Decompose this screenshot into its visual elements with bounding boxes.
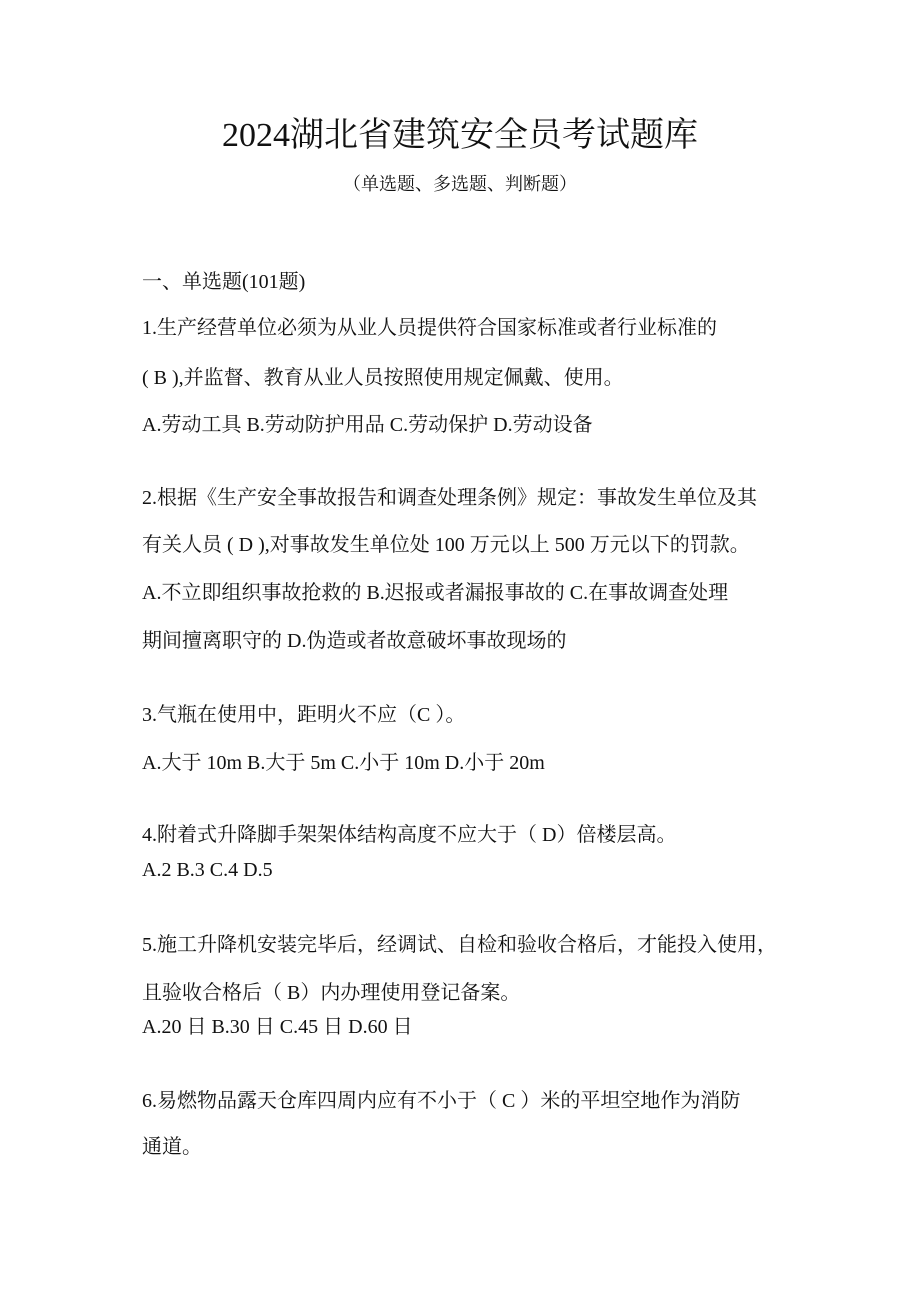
document-title: 2024湖北省建筑安全员考试题库 <box>222 117 698 154</box>
question-text: ( B ),并监督、教育从业人员按照使用规定佩戴、使用。 <box>142 367 624 389</box>
question-text: 且验收合格后（ B）内办理使用登记备案。 <box>142 982 521 1004</box>
question-text: 1.生产经营单位必须为从业人员提供符合国家标准或者行业标准的 <box>142 317 717 339</box>
question-options: A.2 B.3 C.4 D.5 <box>142 859 273 881</box>
question-text: 通道。 <box>142 1136 202 1158</box>
section-heading: 一、单选题(101题) <box>142 271 306 293</box>
question-text: 4.附着式升降脚手架架体结构高度不应大于（ D）倍楼层高。 <box>142 824 677 846</box>
document-subtitle: （单选题、多选题、判断题） <box>343 174 577 194</box>
question-options: 期间擅离职守的 D.伪造或者故意破坏事故现场的 <box>142 630 567 652</box>
question-text: 3.气瓶在使用中，距明火不应（C ）。 <box>142 704 466 726</box>
question-text: 5.施工升降机安装完毕后，经调试、自检和验收合格后，才能投入使用， <box>142 934 777 956</box>
question-options: A.20 日 B.30 日 C.45 日 D.60 日 <box>142 1016 413 1038</box>
question-options: A.大于 10m B.大于 5m C.小于 10m D.小于 20m <box>142 752 545 774</box>
question-options: A.劳动工具 B.劳动防护用品 C.劳动保护 D.劳动设备 <box>142 414 593 436</box>
question-text: 2.根据《生产安全事故报告和调查处理条例》规定：事故发生单位及其 <box>142 487 757 509</box>
question-text: 6.易燃物品露天仓库四周内应有不小于（ C ）米的平坦空地作为消防 <box>142 1090 741 1112</box>
question-options: A.不立即组织事故抢救的 B.迟报或者漏报事故的 C.在事故调查处理 <box>142 582 729 604</box>
question-text: 有关人员 ( D ),对事故发生单位处 100 万元以上 500 万元以下的罚款。 <box>142 534 750 556</box>
